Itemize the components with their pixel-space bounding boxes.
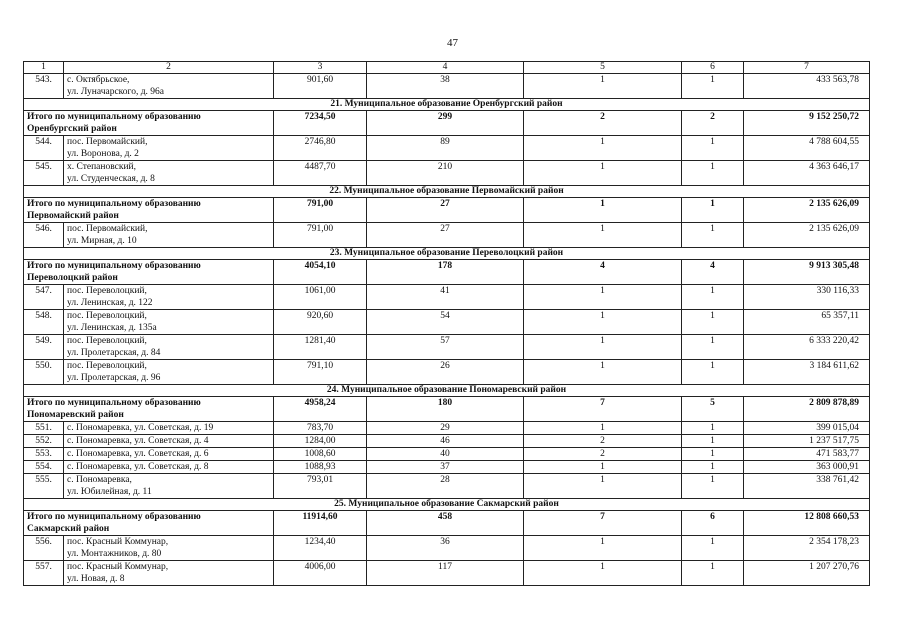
- address-line: ул. Ленинская, д. 135а: [67, 323, 157, 333]
- object-table: [23, 61, 870, 586]
- address-cell: [64, 448, 274, 461]
- total-label: [24, 511, 274, 536]
- column-header: 3: [274, 62, 367, 74]
- column-6-cell: 4: [682, 260, 744, 285]
- column-6-cell: 1: [682, 448, 744, 461]
- column-6-cell: 6: [682, 511, 744, 536]
- cost-cell: 6 333 220,42: [744, 335, 870, 360]
- cost-cell: 363 000,91: [744, 461, 870, 474]
- address-line: пос. Красный Коммунар,: [67, 562, 169, 572]
- column-5-cell: 1: [524, 461, 682, 474]
- area-cell: 4054,10: [274, 260, 367, 285]
- area-cell: 1008,60: [274, 448, 367, 461]
- column-5-cell: 1: [524, 310, 682, 335]
- column-4-cell: 38: [367, 74, 524, 99]
- table-row: [24, 422, 870, 435]
- total-label: [24, 111, 274, 136]
- address-line: с. Пономаревка,: [67, 475, 132, 485]
- column-header: 4: [367, 62, 524, 74]
- area-cell: 4958,24: [274, 397, 367, 422]
- row-number: 557.: [24, 561, 64, 586]
- region-title: 23. Муниципальное образование Переволоцкий район: [24, 248, 870, 260]
- column-6-cell: 1: [682, 561, 744, 586]
- row-number: 549.: [24, 335, 64, 360]
- address-line: ул. Мирная, д. 10: [67, 236, 137, 246]
- column-6-cell: 1: [682, 335, 744, 360]
- row-number: 550.: [24, 360, 64, 385]
- column-5-cell: 2: [524, 111, 682, 136]
- column-6-cell: 1: [682, 74, 744, 99]
- address-line: ул. Луначарского, д. 96а: [67, 87, 165, 97]
- column-4-cell: 57: [367, 335, 524, 360]
- address-line: Итого по муниципальному образованию: [27, 398, 201, 408]
- column-5-cell: 1: [524, 474, 682, 499]
- address-line: ул. Юбилейная, д. 11: [67, 487, 152, 497]
- column-header: 7: [744, 62, 870, 74]
- cost-cell: 2 135 626,09: [744, 223, 870, 248]
- table-row: [24, 161, 870, 186]
- table-row: [24, 74, 870, 99]
- region-header-row: [24, 385, 870, 397]
- column-4-cell: 458: [367, 511, 524, 536]
- address-line: Итого по муниципальному образованию: [27, 112, 201, 122]
- table-row: [24, 335, 870, 360]
- column-5-cell: 1: [524, 198, 682, 223]
- row-number: 555.: [24, 474, 64, 499]
- address-line: х. Степановский,: [67, 162, 137, 172]
- total-label: [24, 260, 274, 285]
- total-row: [24, 260, 870, 285]
- column-4-cell: 29: [367, 422, 524, 435]
- row-number: 553.: [24, 448, 64, 461]
- address-line: с. Пономаревка, ул. Советская, д. 6: [67, 449, 209, 459]
- column-4-cell: 46: [367, 435, 524, 448]
- column-5-cell: 1: [524, 335, 682, 360]
- region-header-row: [24, 499, 870, 511]
- area-cell: 1061,00: [274, 285, 367, 310]
- column-6-cell: 1: [682, 136, 744, 161]
- address-cell: [64, 335, 274, 360]
- address-cell: [64, 561, 274, 586]
- address-cell: [64, 223, 274, 248]
- column-header: 2: [64, 62, 274, 74]
- column-6-cell: 1: [682, 422, 744, 435]
- row-number: 545.: [24, 161, 64, 186]
- area-cell: 920,60: [274, 310, 367, 335]
- column-header: 5: [524, 62, 682, 74]
- area-cell: 791,00: [274, 198, 367, 223]
- column-6-cell: 1: [682, 161, 744, 186]
- column-6-cell: 1: [682, 360, 744, 385]
- row-number: 551.: [24, 422, 64, 435]
- address-line: пос. Первомайский,: [67, 137, 148, 147]
- column-4-cell: 117: [367, 561, 524, 586]
- address-line: Итого по муниципальному образованию: [27, 261, 201, 271]
- address-line: пос. Переволоцкий,: [67, 361, 147, 371]
- cost-cell: 9 152 250,72: [744, 111, 870, 136]
- column-header: 1: [24, 62, 64, 74]
- address-line: с. Пономаревка, ул. Советская, д. 4: [67, 436, 209, 446]
- row-number: 546.: [24, 223, 64, 248]
- column-6-cell: 5: [682, 397, 744, 422]
- column-4-cell: 210: [367, 161, 524, 186]
- cost-cell: 3 184 611,62: [744, 360, 870, 385]
- address-line: пос. Первомайский,: [67, 224, 148, 234]
- column-4-cell: 41: [367, 285, 524, 310]
- address-line: ул. Воронова, д. 2: [67, 149, 139, 159]
- column-5-cell: 1: [524, 223, 682, 248]
- column-5-cell: 1: [524, 422, 682, 435]
- region-header-row: [24, 99, 870, 111]
- column-4-cell: 27: [367, 223, 524, 248]
- address-line: Итого по муниципальному образованию: [27, 199, 201, 209]
- column-5-cell: 7: [524, 397, 682, 422]
- column-4-cell: 180: [367, 397, 524, 422]
- cost-cell: 9 913 305,48: [744, 260, 870, 285]
- table-row: [24, 461, 870, 474]
- total-row: [24, 198, 870, 223]
- address-cell: [64, 536, 274, 561]
- table-body: [24, 62, 870, 586]
- address-cell: [64, 74, 274, 99]
- area-cell: 4487,70: [274, 161, 367, 186]
- column-5-cell: 1: [524, 561, 682, 586]
- address-line: пос. Переволоцкий,: [67, 311, 147, 321]
- area-cell: 1088,93: [274, 461, 367, 474]
- area-cell: 791,00: [274, 223, 367, 248]
- area-cell: 11914,60: [274, 511, 367, 536]
- address-line: ул. Пролетарская, д. 96: [67, 373, 161, 383]
- area-cell: 793,01: [274, 474, 367, 499]
- address-line: Переволоцкий район: [27, 273, 118, 283]
- address-line: Пономаревский район: [27, 410, 124, 420]
- address-cell: [64, 285, 274, 310]
- row-number: 543.: [24, 74, 64, 99]
- table-row: [24, 536, 870, 561]
- cost-cell: 2 809 878,89: [744, 397, 870, 422]
- cost-cell: 4 363 646,17: [744, 161, 870, 186]
- total-row: [24, 511, 870, 536]
- cost-cell: 4 788 604,55: [744, 136, 870, 161]
- column-4-cell: 178: [367, 260, 524, 285]
- column-6-cell: 1: [682, 198, 744, 223]
- area-cell: 4006,00: [274, 561, 367, 586]
- row-number: 548.: [24, 310, 64, 335]
- column-5-cell: 2: [524, 435, 682, 448]
- region-title: 21. Муниципальное образование Оренбургский район: [24, 99, 870, 111]
- address-cell: [64, 136, 274, 161]
- address-cell: [64, 310, 274, 335]
- cost-cell: 65 357,11: [744, 310, 870, 335]
- address-line: Первомайский район: [27, 211, 119, 221]
- address-line: ул. Новая, д. 8: [67, 574, 125, 584]
- column-4-cell: 54: [367, 310, 524, 335]
- cost-cell: 1 207 270,76: [744, 561, 870, 586]
- total-label: [24, 397, 274, 422]
- address-line: Оренбургский район: [27, 124, 117, 134]
- cost-cell: 1 237 517,75: [744, 435, 870, 448]
- column-4-cell: 28: [367, 474, 524, 499]
- column-5-cell: 1: [524, 285, 682, 310]
- column-4-cell: 36: [367, 536, 524, 561]
- address-cell: [64, 474, 274, 499]
- table-row: [24, 474, 870, 499]
- column-5-cell: 1: [524, 536, 682, 561]
- column-6-cell: 1: [682, 474, 744, 499]
- address-line: ул. Студенческая, д. 8: [67, 174, 155, 184]
- column-5-cell: 2: [524, 448, 682, 461]
- row-number: 556.: [24, 536, 64, 561]
- column-4-cell: 89: [367, 136, 524, 161]
- address-line: с. Пономаревка, ул. Советская, д. 8: [67, 462, 209, 472]
- address-cell: [64, 461, 274, 474]
- column-numbers-row: [24, 62, 870, 74]
- column-6-cell: 1: [682, 285, 744, 310]
- column-5-cell: 1: [524, 136, 682, 161]
- table-row: [24, 136, 870, 161]
- table-row: [24, 223, 870, 248]
- column-6-cell: 1: [682, 223, 744, 248]
- address-line: Итого по муниципальному образованию: [27, 512, 201, 522]
- column-6-cell: 1: [682, 310, 744, 335]
- total-label: [24, 198, 274, 223]
- address-line: с. Пономаревка, ул. Советская, д. 19: [67, 423, 214, 433]
- row-number: 547.: [24, 285, 64, 310]
- column-5-cell: 1: [524, 161, 682, 186]
- cost-cell: 2 354 178,23: [744, 536, 870, 561]
- address-line: ул. Ленинская, д. 122: [67, 298, 153, 308]
- cost-cell: 12 808 660,53: [744, 511, 870, 536]
- cost-cell: 471 583,77: [744, 448, 870, 461]
- column-5-cell: 1: [524, 74, 682, 99]
- cost-cell: 330 116,33: [744, 285, 870, 310]
- address-cell: [64, 161, 274, 186]
- page-number: 47: [447, 37, 458, 49]
- column-6-cell: 1: [682, 536, 744, 561]
- table-row: [24, 561, 870, 586]
- column-5-cell: 1: [524, 360, 682, 385]
- area-cell: 1284,00: [274, 435, 367, 448]
- cost-cell: 433 563,78: [744, 74, 870, 99]
- region-header-row: [24, 248, 870, 260]
- table-row: [24, 360, 870, 385]
- column-4-cell: 27: [367, 198, 524, 223]
- region-title: 24. Муниципальное образование Пономаревский район: [24, 385, 870, 397]
- column-6-cell: 1: [682, 461, 744, 474]
- area-cell: 901,60: [274, 74, 367, 99]
- column-4-cell: 37: [367, 461, 524, 474]
- area-cell: 783,70: [274, 422, 367, 435]
- column-5-cell: 7: [524, 511, 682, 536]
- address-cell: [64, 360, 274, 385]
- region-header-row: [24, 186, 870, 198]
- total-row: [24, 111, 870, 136]
- column-4-cell: 40: [367, 448, 524, 461]
- address-line: ул. Пролетарская, д. 84: [67, 348, 161, 358]
- address-line: пос. Красный Коммунар,: [67, 537, 169, 547]
- region-title: 25. Муниципальное образование Сакмарский район: [24, 499, 870, 511]
- address-line: Сакмарский район: [27, 524, 110, 534]
- address-line: с. Октябрьское,: [67, 75, 130, 85]
- column-6-cell: 2: [682, 111, 744, 136]
- row-number: 554.: [24, 461, 64, 474]
- cost-cell: 2 135 626,09: [744, 198, 870, 223]
- area-cell: 791,10: [274, 360, 367, 385]
- table-row: [24, 435, 870, 448]
- table-row: [24, 448, 870, 461]
- area-cell: 7234,50: [274, 111, 367, 136]
- area-cell: 1234,40: [274, 536, 367, 561]
- total-row: [24, 397, 870, 422]
- area-cell: 1281,40: [274, 335, 367, 360]
- address-line: пос. Переволоцкий,: [67, 286, 147, 296]
- cost-cell: 399 015,04: [744, 422, 870, 435]
- row-number: 552.: [24, 435, 64, 448]
- column-4-cell: 299: [367, 111, 524, 136]
- row-number: 544.: [24, 136, 64, 161]
- table-row: [24, 310, 870, 335]
- column-5-cell: 4: [524, 260, 682, 285]
- address-line: ул. Монтажников, д. 80: [67, 549, 162, 559]
- address-line: пос. Переволоцкий,: [67, 336, 147, 346]
- cost-cell: 338 761,42: [744, 474, 870, 499]
- region-title: 22. Муниципальное образование Первомайский район: [24, 186, 870, 198]
- column-4-cell: 26: [367, 360, 524, 385]
- column-6-cell: 1: [682, 435, 744, 448]
- address-cell: [64, 435, 274, 448]
- area-cell: 2746,80: [274, 136, 367, 161]
- address-cell: [64, 422, 274, 435]
- table-row: [24, 285, 870, 310]
- column-header: 6: [682, 62, 744, 74]
